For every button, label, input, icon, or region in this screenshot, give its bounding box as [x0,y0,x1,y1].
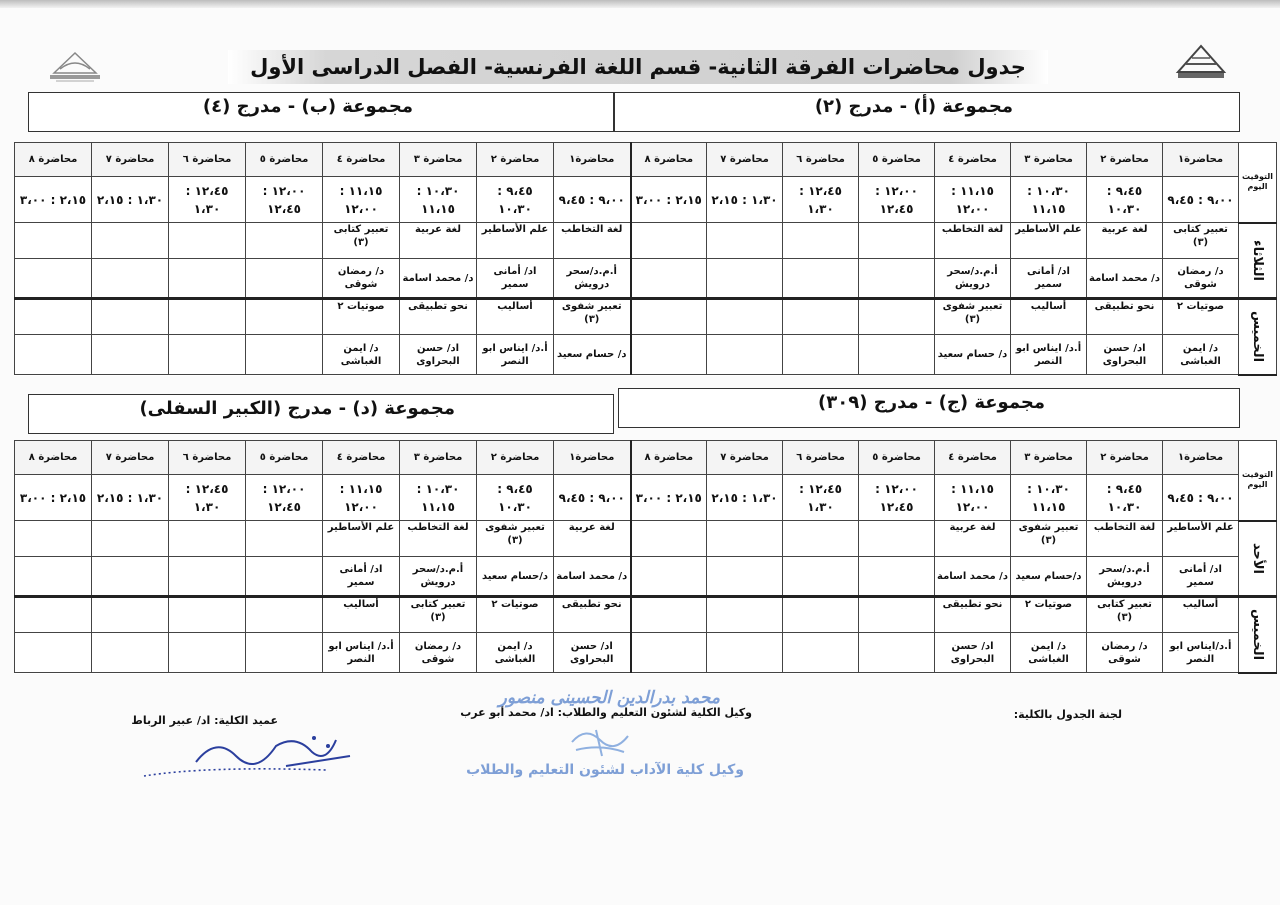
time-slot: ١٢،٠٠ : ١٢،٤٥ [859,177,935,223]
teacher-cell: د/ حسام سعيد [935,335,1011,375]
subject-cell: علم الأساطير [1163,521,1239,557]
lecture-header: محاضرة ٤ [935,143,1011,177]
subject-cell: تعبير كتابى (٣) [400,597,477,633]
university-logo-icon [1172,42,1230,82]
subject-cell [631,299,707,335]
teacher-cell [15,335,92,375]
time-slot: ٩،٤٥ : ١٠،٣٠ [1087,177,1163,223]
subject-cell: نحو تطبيقى [935,597,1011,633]
subject-cell [92,597,169,633]
group-a-header [614,92,1240,132]
subject-cell [246,223,323,259]
subject-cell [15,597,92,633]
vice-dean-signature-icon [566,722,636,762]
subject-cell: علم الأساطير [1011,223,1087,259]
subject-cell [707,299,783,335]
subject-cell [92,223,169,259]
lecture-header: محاضرة ٤ [935,441,1011,475]
teacher-cell [92,557,169,597]
teacher-cell [246,633,323,673]
time-slot: ١٠،٣٠ : ١١،١٥ [1011,475,1087,521]
teacher-cell [92,259,169,299]
subject-cell: علم الأساطير [323,521,400,557]
lecture-header: محاضرة ٦ [169,143,246,177]
subject-cell: لغة عربية [554,521,631,557]
subject-cell [859,521,935,557]
day-label: الخميس [1239,597,1277,673]
lecture-header: محاضرة ٣ [1011,143,1087,177]
teacher-cell [783,557,859,597]
subject-cell: لغة التخاطب [400,521,477,557]
subject-cell: أساليب [1011,299,1087,335]
teacher-cell [631,633,707,673]
lecture-header: محاضرة ٥ [859,143,935,177]
lecture-header: محاضرة ٨ [15,441,92,475]
subject-cell: صوتيات ٢ [323,299,400,335]
subject-cell: لغة عربية [400,223,477,259]
time-slot: ١،٣٠ : ٢،١٥ [92,475,169,521]
subject-cell: أساليب [1163,597,1239,633]
day-label: الثلاثاء [1239,223,1277,299]
faculty-logo-icon [46,45,104,85]
teacher-cell: أ.م.د/سحر درويش [935,259,1011,299]
group-c-header [618,388,1240,428]
teacher-cell: د/حسام سعيد [1011,557,1087,597]
teacher-cell [783,335,859,375]
teacher-cell: د/ رمضان شوقى [400,633,477,673]
lecture-header: محاضرة ٤ [323,143,400,177]
time-slot: ١،٣٠ : ٢،١٥ [707,475,783,521]
lecture-header: محاضرة ٧ [707,143,783,177]
time-slot: ٩،٠٠ : ٩،٤٥ [1163,177,1239,223]
lecture-header: محاضرة ٥ [859,441,935,475]
committee-label: لجنة الجدول بالكلية: [1013,708,1122,721]
subject-cell: علم الأساطير [477,223,554,259]
lecture-header: محاضرة ٧ [707,441,783,475]
teacher-cell [15,557,92,597]
subject-cell: تعبير شفوى (٣) [554,299,631,335]
subject-cell [246,299,323,335]
corner-day-label: اليوم [1247,480,1268,490]
group-b-label: مجموعة (ب) - مدرج (٤) [202,96,413,117]
subject-cell [859,223,935,259]
time-slot: ١،٣٠ : ٢،١٥ [92,177,169,223]
teacher-cell [169,335,246,375]
subject-cell [169,521,246,557]
teacher-cell [92,633,169,673]
schedule-table-top [14,142,1277,376]
subject-cell: لغة عربية [935,521,1011,557]
time-slot: ١٢،٤٥ : ١،٣٠ [169,177,246,223]
time-slot: ٩،٤٥ : ١٠،٣٠ [477,177,554,223]
time-slot: ١٠،٣٠ : ١١،١٥ [400,475,477,521]
lecture-header: محاضرة١ [554,143,631,177]
teacher-cell: أ.د/ايناس ابو النصر [1163,633,1239,673]
teacher-cell [169,557,246,597]
subject-cell [246,521,323,557]
subject-cell: تعبير شفوى (٣) [935,299,1011,335]
lecture-header: محاضرة ٣ [400,143,477,177]
teacher-cell: أ.م.د/سحر درويش [554,259,631,299]
subject-cell [169,223,246,259]
lecture-header: محاضرة١ [554,441,631,475]
dean-label: عميد الكلية: اد/ عبير الرباط [131,714,278,727]
teacher-cell [859,633,935,673]
lecture-header: محاضرة ٦ [783,441,859,475]
teacher-cell [707,259,783,299]
subject-cell: تعبير شفوى (٣) [1011,521,1087,557]
teacher-cell: أ.د/ ايناس ابو النصر [477,335,554,375]
time-slot: ١٢،٠٠ : ١٢،٤٥ [246,177,323,223]
teacher-cell: اد/ حسن البحراوى [935,633,1011,673]
time-slot: ٩،٤٥ : ١٠،٣٠ [1087,475,1163,521]
teacher-cell: د/ رمضان شوقى [323,259,400,299]
subject-cell [246,597,323,633]
lecture-header: محاضرة ٦ [169,441,246,475]
corner-time-label: التوقيت [1242,470,1273,480]
teacher-cell [15,259,92,299]
lecture-header: محاضرة ٢ [1087,441,1163,475]
time-slot: ١٠،٣٠ : ١١،١٥ [400,177,477,223]
teacher-cell [15,633,92,673]
teacher-cell: د/ ايمن الغباشى [323,335,400,375]
time-slot: ١٠،٣٠ : ١١،١٥ [1011,177,1087,223]
time-slot: ١،٣٠ : ٢،١٥ [707,177,783,223]
teacher-cell: د/ ايمن الغباشى [1163,335,1239,375]
subject-cell [859,597,935,633]
subject-cell: نحو تطبيقى [1087,299,1163,335]
teacher-cell [246,259,323,299]
time-slot: ٩،٤٥ : ١٠،٣٠ [477,475,554,521]
subject-cell [707,597,783,633]
lecture-header: محاضرة ٥ [246,143,323,177]
subject-cell [859,299,935,335]
teacher-cell [783,259,859,299]
teacher-cell: أ.م.د/سحر درويش [400,557,477,597]
teacher-cell: د/ رمضان شوقى [1087,633,1163,673]
teacher-cell [707,335,783,375]
group-d-label: مجموعة (د) - مدرج (الكبير السفلى) [139,398,455,419]
lecture-header: محاضرة ٢ [477,441,554,475]
subject-cell [783,299,859,335]
time-slot: ٢،١٥ : ٣،٠٠ [15,177,92,223]
day-label: الأحد [1239,521,1277,597]
teacher-cell [859,557,935,597]
lecture-header: محاضرة ٨ [15,143,92,177]
vice-dean-label: وكيل الكلية لشئون التعليم والطلاب: اد/ محمد أبو عرب [460,706,752,719]
corner-time-label: التوقيت [1242,172,1273,182]
teacher-cell [92,335,169,375]
subject-cell [15,299,92,335]
time-slot: ٩،٠٠ : ٩،٤٥ [554,177,631,223]
teacher-cell [631,335,707,375]
time-slot: ١٢،٠٠ : ١٢،٤٥ [859,475,935,521]
teacher-cell [859,259,935,299]
subject-cell: تعبير كتابى (٣) [323,223,400,259]
teacher-cell: د/ ايمن الغباشى [477,633,554,673]
teacher-cell: د/ محمد اسامة [935,557,1011,597]
subject-cell [783,223,859,259]
subject-cell [169,299,246,335]
teacher-cell: اد/ حسن البحراوى [400,335,477,375]
corner-cell [1239,143,1277,223]
lecture-header: محاضرة ٢ [1087,143,1163,177]
subject-cell [707,223,783,259]
subject-cell [631,521,707,557]
time-slot: ١٢،٠٠ : ١٢،٤٥ [246,475,323,521]
time-slot: ١١،١٥ : ١٢،٠٠ [323,475,400,521]
lecture-header: محاضرة ٦ [783,143,859,177]
teacher-cell: د/حسام سعيد [477,557,554,597]
subject-cell: صوتيات ٢ [1163,299,1239,335]
time-slot: ٢،١٥ : ٣،٠٠ [15,475,92,521]
subject-cell: تعبير كتابى (٣) [1163,223,1239,259]
lecture-header: محاضرة ٣ [1011,441,1087,475]
subject-cell: نحو تطبيقى [554,597,631,633]
day-label: الخميس [1239,299,1277,375]
lecture-header: محاضرة ٧ [92,143,169,177]
teacher-cell: د/ محمد اسامة [1087,259,1163,299]
teacher-cell: أ.د/ ايناس ابو النصر [1011,335,1087,375]
group-d-header [28,394,614,434]
subject-cell: صوتيات ٢ [477,597,554,633]
subject-cell: تعبير شفوى (٣) [477,521,554,557]
subject-cell: لغة عربية [1087,223,1163,259]
scan-edge [0,0,1280,8]
teacher-cell: اد/ أمانى سمير [477,259,554,299]
lecture-header: محاضرة١ [1163,143,1239,177]
group-c-label: مجموعة (ج) - مدرج (٣٠٩) [818,392,1045,413]
subject-cell: أساليب [477,299,554,335]
lecture-header: محاضرة ٧ [92,441,169,475]
time-slot: ٢،١٥ : ٣،٠٠ [631,177,707,223]
subject-cell [169,597,246,633]
subject-cell [631,223,707,259]
teacher-cell: اد/ حسن البحراوى [1087,335,1163,375]
lecture-header: محاضرة ٥ [246,441,323,475]
teacher-cell: د/ محمد اسامة [400,259,477,299]
teacher-cell: أ.م.د/سحر درويش [1087,557,1163,597]
subject-cell [15,223,92,259]
subject-cell: لغة التخاطب [554,223,631,259]
subject-cell [783,597,859,633]
stamp-name: محمد بدرالدين الحسينى منصور [498,688,720,708]
subject-cell: لغة التخاطب [1087,521,1163,557]
teacher-cell: د/ محمد اسامة [554,557,631,597]
subject-cell: لغة التخاطب [935,223,1011,259]
lecture-header: محاضرة ٤ [323,441,400,475]
time-slot: ١٢،٤٥ : ١،٣٠ [783,177,859,223]
lecture-header: محاضرة ٣ [400,441,477,475]
page-title: جدول محاضرات الفرقة الثانية- قسم اللغة الفرنسية- الفصل الدراسى الأول [228,50,1048,84]
time-slot: ١١،١٥ : ١٢،٠٠ [935,475,1011,521]
group-b-header [28,92,614,132]
subject-cell [92,299,169,335]
teacher-cell [631,557,707,597]
subject-cell: تعبير كتابى (٣) [1087,597,1163,633]
lecture-header: محاضرة ٢ [477,143,554,177]
subject-cell: صوتيات ٢ [1011,597,1087,633]
lecture-header: محاضرة ٨ [631,143,707,177]
lecture-header: محاضرة١ [1163,441,1239,475]
teacher-cell [631,259,707,299]
teacher-cell: د/ ايمن الغباشى [1011,633,1087,673]
corner-day-label: اليوم [1247,182,1268,192]
time-slot: ٢،١٥ : ٣،٠٠ [631,475,707,521]
time-slot: ١٢،٤٥ : ١،٣٠ [169,475,246,521]
teacher-cell [169,633,246,673]
teacher-cell: اد/ حسن البحراوى [554,633,631,673]
teacher-cell [859,335,935,375]
group-a-label: مجموعة (أ) - مدرج (٢) [814,96,1013,117]
stamp-title: وكيل كلية الآداب لشئون التعليم والطلاب [466,762,744,778]
subject-cell [783,521,859,557]
teacher-cell: اد/ أمانى سمير [323,557,400,597]
subject-cell [92,521,169,557]
time-slot: ١١،١٥ : ١٢،٠٠ [323,177,400,223]
subject-cell: أساليب [323,597,400,633]
time-slot: ١١،١٥ : ١٢،٠٠ [935,177,1011,223]
subject-cell: نحو تطبيقى [400,299,477,335]
teacher-cell: د/ رمضان شوقى [1163,259,1239,299]
corner-cell [1239,441,1277,521]
subject-cell [707,521,783,557]
teacher-cell [169,259,246,299]
teacher-cell [783,633,859,673]
teacher-cell: د/ حسام سعيد [554,335,631,375]
dean-signature-icon [136,726,360,782]
time-slot: ١٢،٤٥ : ١،٣٠ [783,475,859,521]
teacher-cell: اد/ أمانى سمير [1163,557,1239,597]
time-slot: ٩،٠٠ : ٩،٤٥ [554,475,631,521]
subject-cell [631,597,707,633]
time-slot: ٩،٠٠ : ٩،٤٥ [1163,475,1239,521]
teacher-cell [246,557,323,597]
schedule-table-bottom [14,440,1277,674]
teacher-cell [707,557,783,597]
teacher-cell [707,633,783,673]
subject-cell [15,521,92,557]
teacher-cell: أ.د/ ايناس ابو النصر [323,633,400,673]
teacher-cell: اد/ أمانى سمير [1011,259,1087,299]
teacher-cell [246,335,323,375]
lecture-header: محاضرة ٨ [631,441,707,475]
